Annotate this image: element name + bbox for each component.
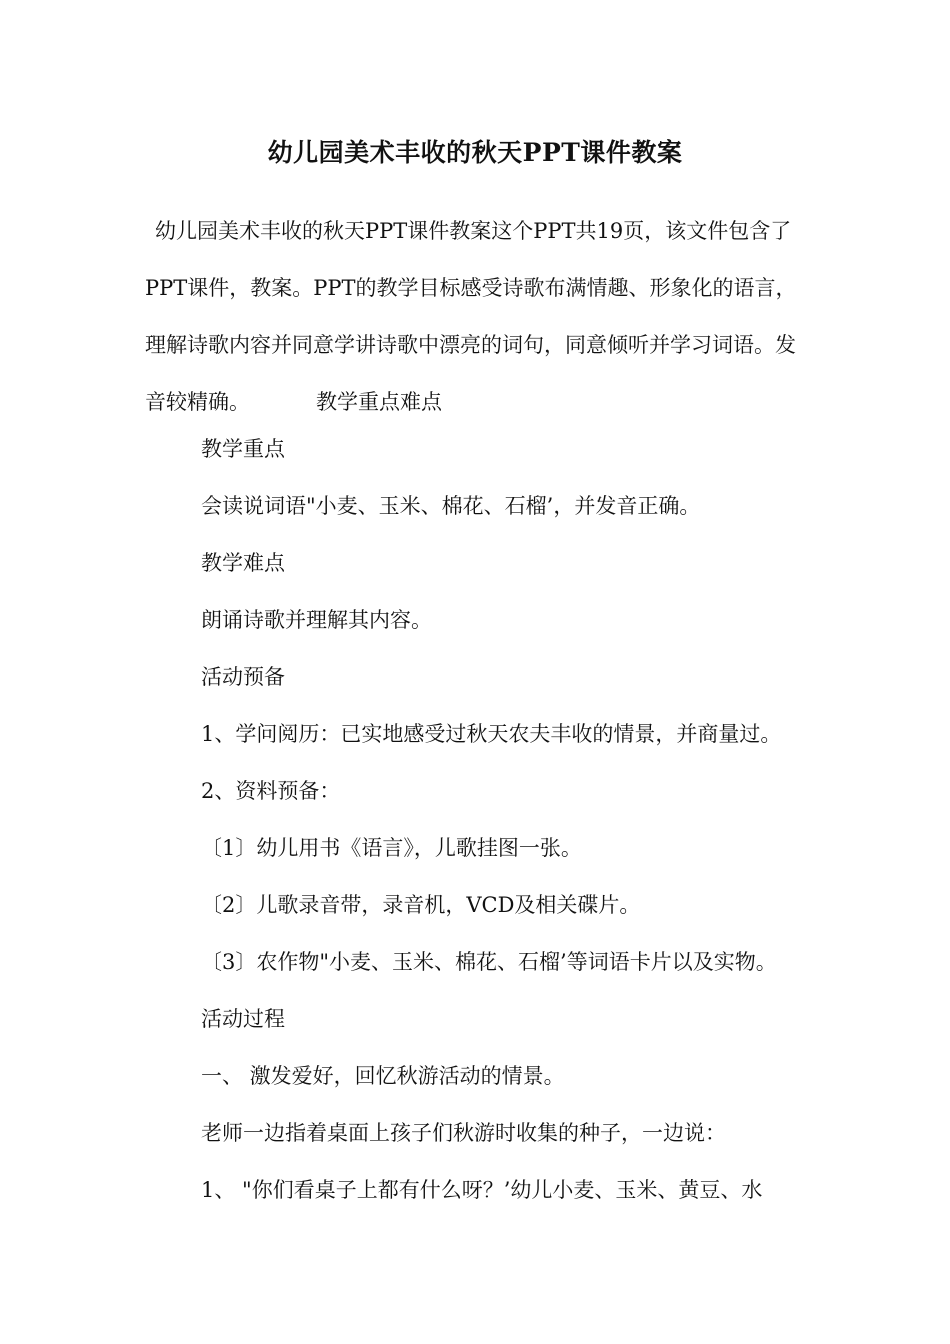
heading-key-points: 教学重点 [201, 437, 285, 461]
document-title: 幼儿园美术丰收的秋天PPT课件教案 [267, 138, 683, 167]
process-step-1: 一、 激发爱好，回忆秋游活动的情景。 [201, 1064, 565, 1088]
material-item-3: 〔3〕农作物"小麦、玉米、棉花、石榴’等词语卡片以及实物。 [201, 950, 777, 974]
process-text: 老师一边指着桌面上孩子们秋游时收集的种子，一边说： [201, 1121, 726, 1145]
material-item-2: 〔2〕儿歌录音带，录音机，VCD及相关碟片。 [201, 893, 641, 917]
key-points-text: 会读说词语"小麦、玉米、棉花、石榴’，并发音正确。 [201, 494, 701, 518]
heading-process: 活动过程 [201, 1007, 285, 1031]
difficulties-text: 朗诵诗歌并理解其内容。 [201, 608, 432, 632]
material-item-1: 〔1〕幼儿用书《语言》，儿歌挂图一张。 [201, 836, 582, 860]
process-question-1: 1、 "你们看桌子上都有什么呀？’幼儿小麦、玉米、黄豆、水 [201, 1178, 763, 1202]
preparation-item-1: 1、学问阅历：已实地感受过秋天农夫丰收的情景，并商量过。 [201, 722, 782, 746]
intro-text: 幼儿园美术丰收的秋天PPT课件教案这个PPT共19页，该文件包含了PPT课件，教案。PPT的教学目标感受诗歌布满情趣、形象化的语言，理解诗歌内容并同意学讲诗歌中漂亮的词句，同意倾听并学习词语。发音较精确。 [145, 219, 797, 414]
intro-paragraph [145, 203, 810, 431]
preparation-item-2: 2、资料预备： [201, 779, 341, 803]
key-difficulty-heading: 教学重点难点 [316, 390, 442, 414]
heading-preparation: 活动预备 [201, 665, 285, 689]
heading-difficulties: 教学难点 [201, 551, 285, 575]
